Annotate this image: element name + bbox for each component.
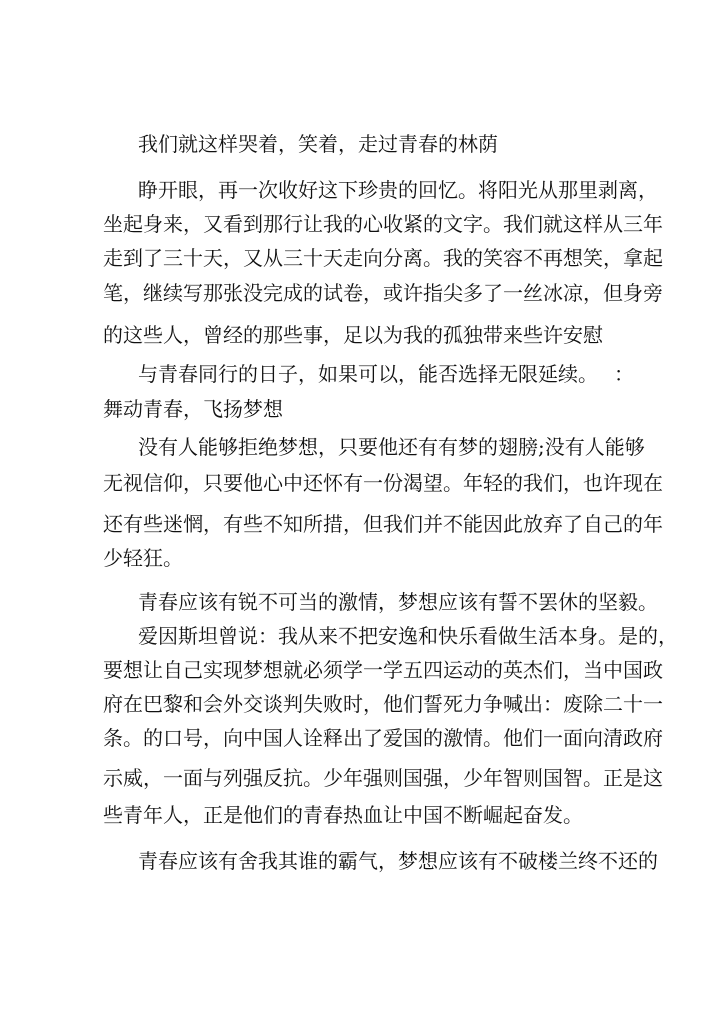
text-line: 府在巴黎和会外交谈判失败时，他们誓死力争喊出：废除二十一 — [103, 692, 663, 716]
text-line: 要想让自己实现梦想就必须学一学五四运动的英杰们，当中国政 — [103, 658, 663, 682]
text-line: 少轻狂。 — [103, 546, 183, 570]
text-line: 条。的口号，向中国人诠释出了爱国的激情。他们一面向清政府 — [103, 726, 663, 750]
text-line: 我们就这样哭着，笑着，走过青春的林荫 — [138, 132, 498, 156]
text-line: 无视信仰，只要他心中还怀有一份渴望。年轻的我们，也许现在 — [103, 471, 663, 495]
text-line: 青春应该有舍我其谁的霸气，梦想应该有不破楼兰终不还的 — [138, 849, 658, 873]
text-line: 的这些人，曾经的那些事，足以为我的孤独带来些许安慰 — [103, 323, 603, 347]
text-line: 些青年人，正是他们的青春热血让中国不断崛起奋发。 — [103, 803, 583, 827]
text-line: 青春应该有锐不可当的激情，梦想应该有誓不罢休的坚毅。 — [138, 590, 658, 614]
text-line: 示威，一面与列强反抗。少年强则国强，少年智则国智。正是这 — [103, 766, 663, 790]
text-line: 走到了三十天，又从三十天走向分离。我的笑容不再想笑，拿起 — [103, 246, 663, 270]
text-line: 还有些迷惘，有些不知所措，但我们并不能因此放弃了自己的年 — [103, 512, 663, 536]
text-line: 睁开眼，再一次收好这下珍贵的回忆。将阳光从那里剥离， — [138, 178, 658, 202]
text-line: 笔，继续写那张没完成的试卷，或许指尖多了一丝冰凉，但身旁 — [103, 281, 663, 305]
text-line: 没有人能够拒绝梦想，只要他还有有梦的翅膀;没有人能够 — [138, 435, 645, 459]
text-line: 舞动青春，飞扬梦想 — [103, 397, 283, 421]
text-line: 爱因斯坦曾说：我从来不把安逸和快乐看做生活本身。是的， — [138, 624, 678, 648]
text-line: 与青春同行的日子，如果可以，能否选择无限延续。 — [138, 362, 598, 386]
text-line: ： — [614, 362, 634, 386]
text-line: 坐起身来，又看到那行让我的心收紧的文字。我们就这样从三年 — [103, 212, 663, 236]
